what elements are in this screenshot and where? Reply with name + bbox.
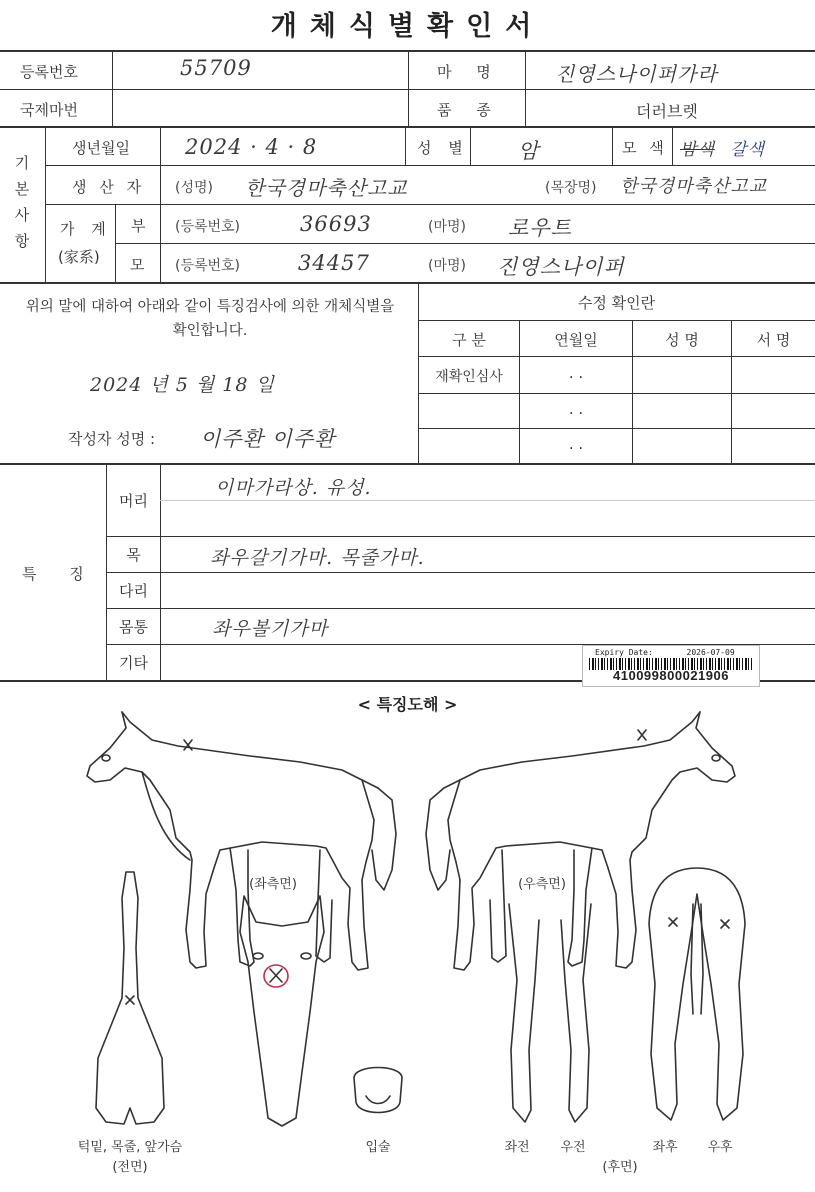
color-value-struck: 밤색 — [680, 140, 715, 160]
reg-no-value: 55709 — [180, 56, 252, 80]
sire-label: 부 — [131, 217, 146, 235]
author-label: 작성자 성명 : — [68, 430, 156, 448]
color-value: 갈색 — [730, 140, 765, 160]
dam-name-prefix: (마명) — [428, 258, 466, 274]
document-title: 개체식별확인서 — [270, 11, 545, 42]
author-value: 이주환 이주환 — [200, 427, 336, 451]
rear-diagram — [645, 864, 750, 1128]
front-caption-2: (전면) — [112, 1160, 148, 1175]
confirm-statement: 위의 말에 대하여 아래와 같이 특징검사에 의한 개체식별을 확인합니다. — [25, 299, 395, 339]
dam-reg-value: 34457 — [298, 251, 370, 275]
front-legs-diagram — [495, 900, 605, 1130]
sire-name-prefix: (마명) — [428, 219, 466, 235]
breeder-label: 생 산 자 — [72, 178, 146, 196]
amend-row-date: . . — [568, 364, 584, 382]
lips-diagram — [348, 1062, 408, 1124]
diagram-title: < 특징도해 > — [357, 695, 458, 714]
rear-left-caption: 좌후 — [652, 1140, 678, 1155]
basic-section-label: 기본사항 — [14, 154, 30, 250]
sex-label: 성 별 — [417, 139, 469, 157]
dob-label: 생년월일 — [72, 139, 130, 157]
confirm-date: 2024 년 5 월 18 일 — [90, 374, 275, 396]
front-caption: 턱밑, 목줄, 앞가슴 — [77, 1140, 183, 1155]
pedigree-label: 가 계 — [60, 220, 112, 238]
breed-value: 더러브렛 — [636, 102, 698, 121]
sex-value: 암 — [518, 139, 540, 163]
lips-caption: 입술 — [365, 1140, 391, 1155]
horse-name-label: 마 명 — [437, 63, 501, 81]
intl-name-label: 국제마번 — [20, 101, 78, 119]
feature-label: 머리 — [119, 492, 148, 510]
barcode-number: 410099800021906 — [613, 668, 729, 683]
horse-name-value: 진영스나이퍼가라 — [555, 62, 718, 86]
rear-right-caption: 우후 — [707, 1140, 733, 1155]
left-side-caption: (좌측면) — [249, 877, 297, 892]
breed-label: 품 종 — [437, 101, 501, 119]
sire-name-value: 로우트 — [508, 216, 572, 240]
amend-row-date: . . — [568, 400, 584, 418]
dam-label: 모 — [130, 256, 145, 274]
feature-value: 좌우볼기가마 — [212, 618, 329, 640]
reg-no-label: 등록번호 — [20, 63, 78, 81]
front-neck-diagram — [90, 868, 170, 1128]
farm-value: 한국경마축산고교 — [620, 176, 768, 197]
color-label: 모 색 — [622, 139, 668, 157]
amend-row-date: . . — [568, 435, 584, 453]
feature-label: 몸통 — [119, 618, 148, 636]
face-diagram — [232, 892, 332, 1132]
feature-label: 다리 — [119, 582, 148, 600]
breeder-name-prefix: (성명) — [175, 180, 213, 196]
feature-value: 좌우갈기가마. 목줄가마. — [210, 547, 425, 569]
front-left-caption: 좌전 — [504, 1140, 530, 1155]
expiry-label: Expiry Date: — [595, 648, 653, 657]
sire-reg-value: 36693 — [300, 212, 372, 236]
dob-value: 2024 · 4 · 8 — [185, 135, 318, 159]
dam-name-value: 진영스나이퍼 — [497, 255, 625, 279]
amend-row-type: 재확인심사 — [435, 369, 503, 385]
rear-caption: (후면) — [602, 1160, 638, 1175]
pedigree-hanja: (家系) — [58, 248, 100, 266]
feature-label: 목 — [126, 546, 141, 564]
amend-col-sign: 서 명 — [756, 331, 791, 349]
barcode-sticker — [582, 645, 760, 687]
amend-col-type: 구 분 — [452, 331, 486, 349]
expiry-value: 2026-07-09 — [686, 648, 735, 657]
feature-value: 이마가라상. 유성. — [215, 477, 372, 499]
farm-prefix: (목장명) — [545, 180, 597, 196]
sire-reg-prefix: (등록번호) — [175, 219, 241, 235]
amend-col-date: 연월일 — [554, 331, 598, 349]
right-side-caption: (우측면) — [518, 877, 566, 892]
amend-title: 수정 확인란 — [577, 294, 656, 312]
breeder-name-value: 한국경마축산고교 — [245, 176, 408, 200]
features-section-label: 특 징 — [22, 565, 98, 583]
dam-reg-prefix: (등록번호) — [175, 258, 241, 274]
amend-col-name: 성 명 — [665, 331, 699, 349]
feature-label: 기타 — [119, 654, 148, 672]
front-right-caption: 우전 — [560, 1140, 586, 1155]
